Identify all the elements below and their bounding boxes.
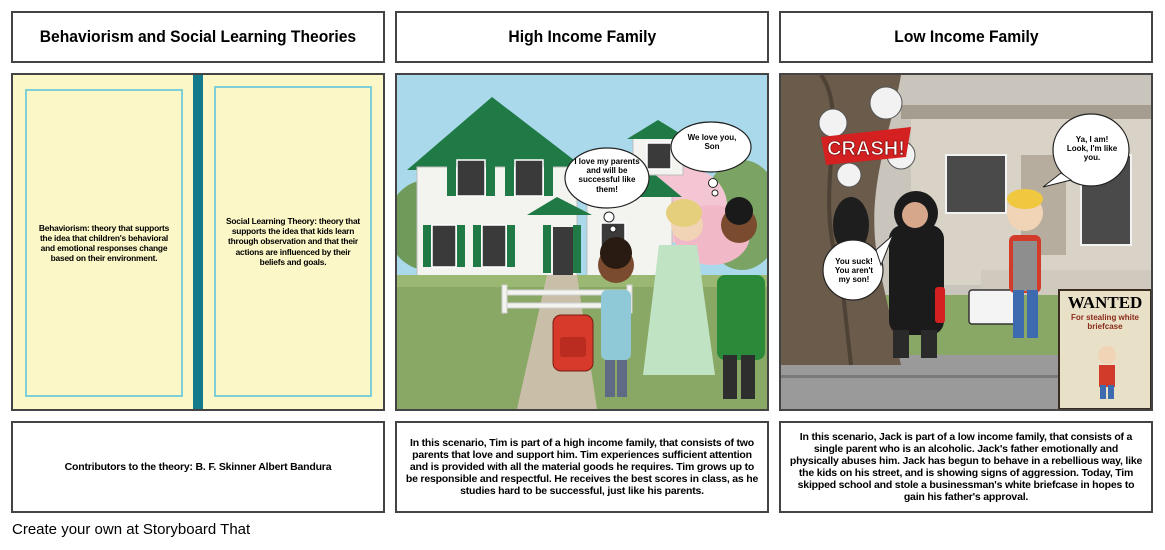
speech-bubble-father: You suck! You aren't my son!: [834, 257, 874, 285]
description-high-income: In this scenario, Tim is part of a high income family, that consists of two parents that love and support him. Tim experiences sufficient attention and is provided with all the material goods he requires. Tim grows up to be responsible and respectful. He receives the best scores in class, as he studies hard to be successful, just like his parents.: [405, 436, 759, 498]
note-social-learning-text: Social Learning Theory: theory that supports the idea that kids learn through observation and that their actions are influenced by their beliefs and goals.: [225, 216, 360, 267]
header-low-income: Low Income Family: [893, 27, 1039, 46]
speech-bubble-tim: I love my parents and will be successful like them!: [574, 157, 640, 194]
storyboard-footer-link[interactable]: Create your own at Storyboard That: [12, 521, 251, 538]
note-social-learning: [214, 86, 372, 397]
header-cell-theories: [11, 11, 385, 63]
header-cell-high-income: [395, 11, 769, 63]
panel-high-income-scene: [395, 73, 769, 411]
wanted-subtitle: For stealing white briefcase: [1070, 313, 1139, 331]
panel-notebook: [11, 73, 385, 411]
header-theories: Behaviorism and Social Learning Theories: [39, 27, 357, 46]
speech-bubble-jack: Ya, I am! Look, I'm like you.: [1066, 135, 1118, 163]
header-high-income: High Income Family: [508, 27, 656, 46]
high-income-illustration: [397, 75, 767, 409]
description-cell-theories: [11, 421, 385, 513]
crash-sfx: CRASH!: [827, 138, 905, 160]
description-cell-high-income: [395, 421, 769, 513]
note-behaviorism: [25, 89, 183, 397]
panel-low-income-scene: [779, 73, 1153, 411]
wanted-poster: [1059, 293, 1151, 331]
wanted-title: WANTED: [1067, 293, 1143, 312]
header-cell-low-income: [779, 11, 1153, 63]
low-income-illustration: [781, 75, 1151, 409]
description-cell-low-income: [779, 421, 1153, 513]
description-low-income: In this scenario, Jack is part of a low income family, that consists of a single parent who is an alcoholic. Jack's father emotionally and physically abuses him. Jack has begun to behave in a rebellious way, like the kids on his street, and is showing signs of aggression. Today, Tim skipped school and stole a businessman's white briefcase in hopes to gain his father's approval.: [789, 430, 1143, 504]
note-behaviorism-text: Behaviorism: theory that supports the idea that children's behavioral and emotional responses change based on their environment.: [38, 222, 170, 264]
description-theories: Contributors to the theory: B. F. Skinner Albert Bandura: [64, 460, 332, 473]
speech-bubble-parents: We love you, Son: [687, 133, 737, 152]
notebook-spine: [193, 75, 203, 409]
